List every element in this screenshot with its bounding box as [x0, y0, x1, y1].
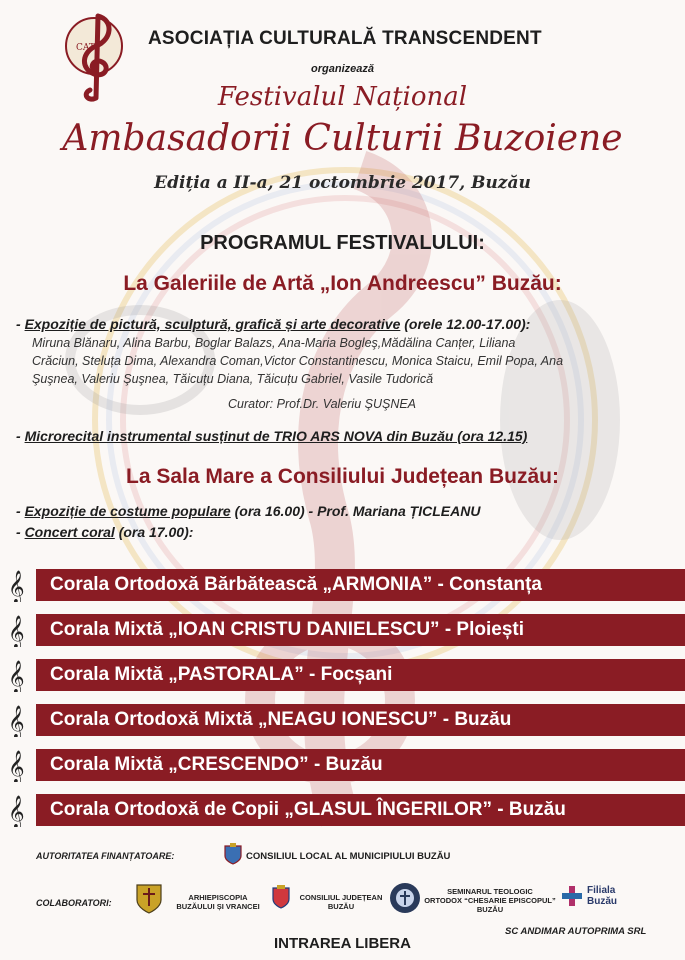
county-council-line: BUZĂU: [327, 902, 355, 911]
treble-clef-icon: [6, 703, 28, 737]
archdiocese-line: ARHIEPISCOPIA: [188, 893, 248, 902]
choral-concert-time: (ora 17.00):: [114, 524, 194, 540]
choir-name: Corala Mixtă „IOAN CRISTU DANIELESCU” - Ploiești: [36, 614, 685, 646]
seminary-line: BUZĂU: [476, 905, 504, 914]
treble-clef-icon: [6, 568, 28, 602]
treble-clef-icon: [6, 658, 28, 692]
svg-text:𝄞: 𝄞: [8, 750, 25, 782]
choral-concert: [16, 524, 193, 540]
artist-line: Crăciun, Steluța Dima, Alexandra Coman,Victor Constantinescu, Monica Staicu, Emil Popa, Ana: [32, 354, 564, 368]
painting-exhibition: [16, 316, 530, 332]
painting-exhibition-time: (orele 12.00-17.00):: [400, 316, 531, 332]
festival-label: Festivalul Național: [217, 82, 468, 112]
collaborators-label: COLABORATORI:: [36, 898, 112, 908]
painting-exhibition-title: Expoziție de pictură, sculptură, grafică și arte decorative: [24, 316, 401, 332]
artist-line: Şuşnea, Valeriu Şuşnea, Tăicuțu Diana, Tăicuțu Gabriel, Vasile Tudorică: [32, 372, 434, 386]
seminary-logo-icon: [389, 882, 421, 914]
branch-line: Buzău: [587, 896, 617, 907]
choir-row: [0, 657, 685, 693]
choral-concert-title: Concert coral: [24, 524, 115, 540]
venue-galleries: La Galeriile de Artă „Ion Andreescu” Buzău:: [123, 272, 562, 295]
choir-row: [0, 612, 685, 648]
archdiocese-line: BUZĂULUI ȘI VRANCEI: [176, 902, 260, 911]
choir-row: [0, 702, 685, 738]
svg-text:𝄞: 𝄞: [8, 660, 25, 692]
bullet-dash: -: [16, 428, 25, 444]
choir-name: Corala Ortodoxă Mixtă „NEAGU IONESCU” - Buzău: [36, 704, 685, 736]
festival-title: Ambasadorii Culturii Buzoiene: [62, 118, 623, 159]
costume-exhibition: [16, 503, 480, 519]
treble-clef-icon: [6, 613, 28, 647]
svg-text:𝄞: 𝄞: [8, 705, 25, 737]
bullet-dash: -: [16, 503, 25, 519]
choir-row: [0, 567, 685, 603]
svg-text:𝄞: 𝄞: [8, 615, 25, 647]
microrecital: [16, 428, 527, 444]
choir-row: [0, 747, 685, 783]
treble-clef-icon: [6, 793, 28, 827]
organizes-text: organizează: [311, 63, 374, 75]
branch-cross-icon: [561, 885, 583, 907]
seminary-line: SEMINARUL TEOLOGIC: [447, 887, 533, 896]
county-council-label: [286, 893, 396, 911]
treble-clef-icon: [6, 748, 28, 782]
edition-date: Ediția a II-a, 21 octombrie 2017, Buzău: [154, 173, 531, 193]
svg-text:CAT: CAT: [76, 43, 95, 53]
venue-council-hall: La Sala Mare a Consiliului Județean Buzău:: [126, 465, 559, 488]
program-heading: PROGRAMUL FESTIVALULUI:: [200, 232, 485, 254]
bullet-dash: -: [16, 316, 25, 332]
association-name: ASOCIAȚIA CULTURALĂ TRANSCENDENT: [148, 28, 542, 49]
archdiocese-label: [168, 893, 268, 911]
choir-name: Corala Ortodoxă de Copii „GLASUL ÎNGERILOR” - Buzău: [36, 794, 685, 826]
svg-text:𝄞: 𝄞: [8, 795, 25, 827]
artist-list: [32, 334, 672, 388]
costume-exhibition-details: (ora 16.00) - Prof. Mariana ȚICLEANU: [230, 503, 481, 519]
choir-name: Corala Mixtă „PASTORALA” - Focșani: [36, 659, 685, 691]
seminary-label: [420, 887, 560, 914]
seminary-line: ORTODOX “CHESARIE EPISCOPUL”: [424, 896, 556, 905]
choir-name: Corala Mixtă „CRESCENDO” - Buzău: [36, 749, 685, 781]
branch-label: [587, 885, 617, 907]
choir-row: [0, 792, 685, 828]
choir-name: Corala Ortodoxă Bărbătească „ARMONIA” - Constanța: [36, 569, 685, 601]
funding-authority-label: AUTORITATEA FINANȚATOARE:: [36, 851, 175, 861]
artist-line: Miruna Blănaru, Alina Barbu, Boglar Balazs, Ana-Maria Bogleş,Mădălina Canțer, Liliana: [32, 336, 516, 350]
free-entry: INTRAREA LIBERA: [274, 935, 411, 952]
funding-authority-name: CONSILIUL LOCAL AL MUNICIPIULUI BUZĂU: [246, 851, 451, 862]
buzau-crest-icon: [224, 843, 242, 865]
branch-line: Filiala: [587, 885, 616, 896]
costume-exhibition-title: Expoziție de costume populare: [24, 503, 231, 519]
county-council-line: CONSILIUL JUDEȚEAN: [299, 893, 383, 902]
archdiocese-crest-icon: [134, 880, 164, 914]
curator: Curator: Prof.Dr. Valeriu ŞUŞNEA: [228, 397, 417, 411]
microrecital-text: Microrecital instrumental susținut de TRIO ARS NOVA din Buzău (ora 12.15): [24, 428, 528, 444]
svg-text:𝄞: 𝄞: [8, 570, 25, 602]
sponsor-name: SC ANDIMAR AUTOPRIMA SRL: [505, 926, 647, 937]
bullet-dash: -: [16, 524, 25, 540]
